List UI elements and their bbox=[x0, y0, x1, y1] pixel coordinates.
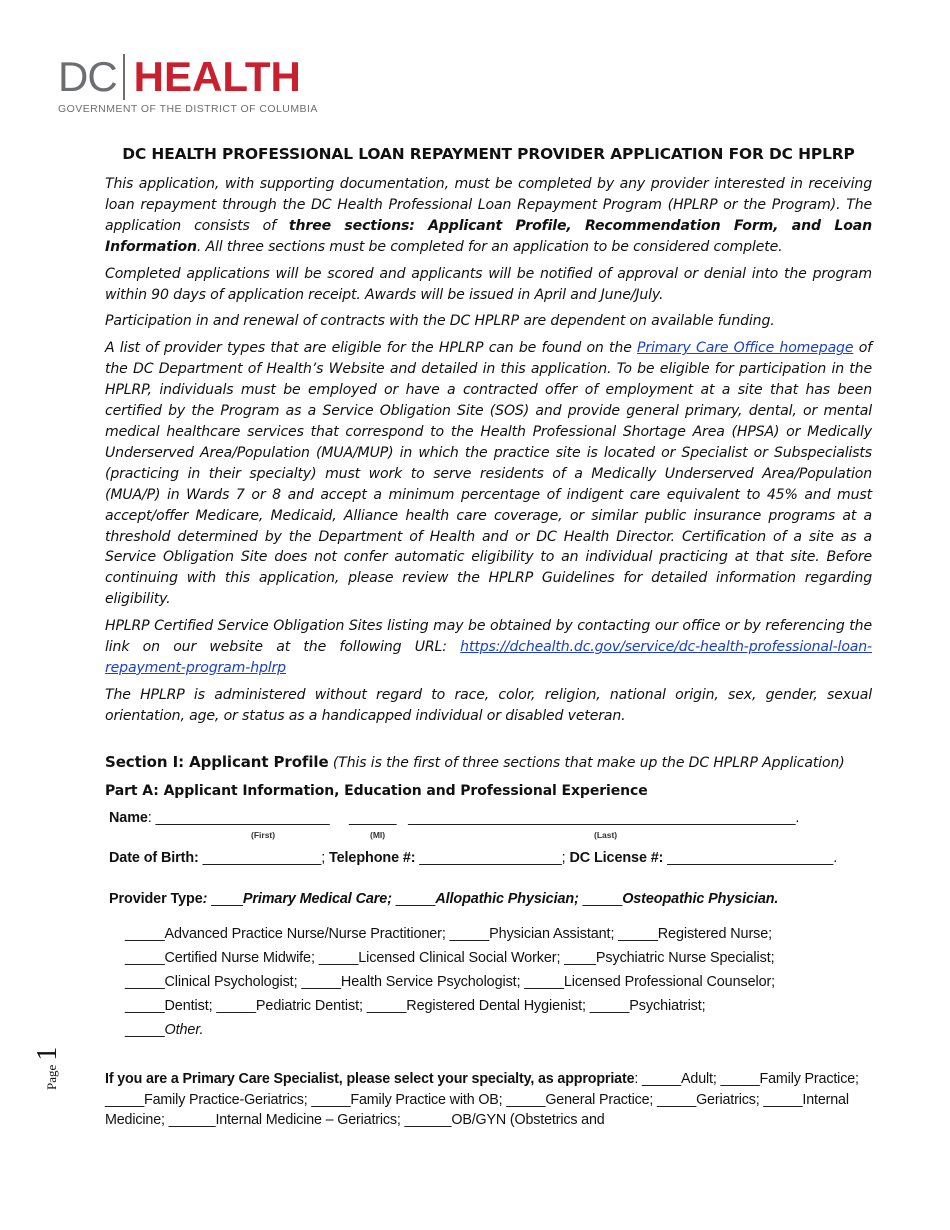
name-gap-1 bbox=[329, 810, 349, 826]
page-word: Page bbox=[44, 1064, 59, 1090]
first-caption: (First) bbox=[251, 830, 276, 840]
middle-initial-blank[interactable]: ______ bbox=[348, 810, 397, 826]
hplrp-url-link[interactable]: https://dchealth.dc.gov/service/dc-health-professional-loan-repayment-program-hplrp bbox=[105, 639, 872, 676]
dob-telephone-license-row bbox=[109, 850, 837, 866]
section-1-note: (This is the first of three sections that make up the DC HPLRP Application) bbox=[328, 754, 845, 771]
page-number bbox=[14, 1030, 63, 1100]
section-1-title: Section I: Applicant Profile bbox=[105, 752, 329, 771]
intro-text-c: . All three sections must be completed for an application to be considered complete. bbox=[196, 238, 783, 255]
provider-type-list bbox=[125, 922, 775, 1042]
name-gap-2 bbox=[396, 810, 408, 826]
document-body bbox=[105, 145, 872, 799]
dob-row-end: . bbox=[833, 850, 838, 866]
provider-type-label: Provider Type bbox=[109, 891, 203, 907]
license-blank[interactable]: _____________________ bbox=[663, 850, 834, 866]
name-colon: : bbox=[147, 810, 156, 826]
provider-type-line-1[interactable]: _____Advanced Practice Nurse/Nurse Practitioner; _____Physician Assistant; _____Registered Nurse; bbox=[125, 926, 773, 942]
part-a-heading: Part A: Applicant Information, Education and Professional Experience bbox=[105, 782, 648, 799]
name-label: Name bbox=[109, 810, 148, 826]
license-label: DC License #: bbox=[569, 850, 664, 866]
logo-dc: DC bbox=[58, 53, 117, 100]
intro-paragraph bbox=[105, 174, 872, 258]
funding-paragraph: Participation in and renewal of contracts with the DC HPLRP are dependent on available funding. bbox=[105, 313, 775, 330]
mi-caption: (MI) bbox=[370, 830, 386, 840]
first-name-blank[interactable]: ______________________ bbox=[155, 810, 330, 826]
allopathic-physician-option: Allopathic Physician; bbox=[435, 891, 579, 907]
dob-sep: ; bbox=[321, 850, 329, 866]
logo-health: HEALTH bbox=[133, 53, 301, 100]
dob-label: Date of Birth: bbox=[109, 850, 199, 866]
provider-type-line-5 bbox=[125, 1018, 775, 1042]
sos-listing-paragraph bbox=[105, 616, 872, 679]
provider-type-line-3[interactable]: _____Clinical Psychologist; _____Health Service Psychologist; _____Licensed Professional Counselor; bbox=[125, 974, 776, 990]
eligibility-paragraph bbox=[105, 338, 872, 610]
intro-text-a: This application, with supporting documentation, must be completed by any provider interested in receiving loan repayment through the DC Health Professional Loan Repayment Program (HPLRP or the Program). The application consists of bbox=[105, 176, 872, 234]
allopathic-blank[interactable]: _____ bbox=[391, 891, 436, 907]
section-1-heading bbox=[105, 753, 872, 771]
osteopathic-physician-option: Osteopathic Physician. bbox=[622, 891, 779, 907]
provider-type-colon: : bbox=[202, 891, 212, 907]
specialty-prompt: If you are a Primary Care Specialist, please select your specialty, as appropriate bbox=[105, 1071, 635, 1087]
primary-care-office-link[interactable]: Primary Care Office homepage bbox=[637, 340, 854, 357]
sos-listing-text: HPLRP Certified Service Obligation Sites listing may be obtained by contacting our office or by referencing the link on our website at the following URL: bbox=[105, 618, 872, 656]
logo-subtitle: GOVERNMENT OF THE DISTRICT OF COLUMBIA bbox=[58, 103, 318, 115]
tel-sep: ; bbox=[561, 850, 570, 866]
osteopathic-blank[interactable]: _____ bbox=[578, 891, 623, 907]
primary-medical-care-blank[interactable]: ____ bbox=[211, 891, 243, 907]
specialty-selection bbox=[105, 1069, 895, 1131]
provider-type-row bbox=[109, 891, 778, 907]
nondiscrimination-paragraph: The HPLRP is administered without regard to race, color, religion, national origin, sex, gender, sexual orientation, age, or status as a handicapped individual or disabled veteran. bbox=[105, 686, 872, 724]
primary-medical-care-option: Primary Medical Care; bbox=[242, 891, 392, 907]
last-caption: (Last) bbox=[594, 830, 618, 840]
last-name-blank[interactable]: _________________________________________________ bbox=[408, 810, 796, 826]
other-option: Other. bbox=[164, 1022, 204, 1038]
scoring-paragraph: Completed applications will be scored and applicants will be notified of approval or denial into the program within 90 days of application receipt. Awards will be issued in April and June/July. bbox=[105, 265, 872, 303]
telephone-blank[interactable]: __________________ bbox=[415, 850, 562, 866]
provider-type-line-4[interactable]: _____Dentist; _____Pediatric Dentist; _____Registered Dental Hygienist; _____Psychiatrist; bbox=[125, 998, 706, 1014]
intro-sections-bold: three sections: Applicant Profile, Recommendation Form, and Loan Information bbox=[105, 217, 872, 255]
dob-blank[interactable]: _______________ bbox=[198, 850, 322, 866]
logo-divider bbox=[123, 54, 125, 100]
eligibility-text-b: of the DC Department of Health’s Website and detailed in this application. To be eligible for participation in the HPLRP, individuals must be employed or have a contracted offer of employment at a site that has been certified by the Program as a Service Obligation Site (SOS) and provide general primary, dental, or mental medical healthcare services that correspond to the Health Professional Shortage Area (HPSA) or Medically Underserved Area/Population (MUA/MUP) in which the practice site is located or Specialist or Subspecialists (practicing in their specialty) must work to serve residents of a Medically Underserved Area/Population (MUA/P) in Wards 7 or 8 and accept a minimum percentage of indigent care equivalent to 45% and must accept/offer Medicare, Medicaid, Alliance health care coverage, or similar public insurance programs at a threshold determined by the Department of Health and or DC Health Director. Certification of a site as a Service Obligation Site does not confer automatic eligibility to an individual practicing at that site. Before continuing with this application, please review the HPLRP Guidelines for detailed information regarding eligibility. bbox=[105, 340, 872, 608]
other-blank[interactable]: _____ bbox=[125, 1022, 165, 1038]
telephone-label: Telephone #: bbox=[329, 850, 416, 866]
name-field-row bbox=[109, 810, 879, 826]
eligibility-text-a: A list of provider types that are eligible for the HPLRP can be found on the bbox=[105, 340, 638, 357]
dc-health-logo bbox=[58, 52, 318, 115]
specialty-options[interactable]: : _____Adult; _____Family Practice; _____Family Practice-Geriatrics; _____Family Practice with OB; _____General Practice; _____Geriatrics; _____Internal Medicine; ______Internal Medicine – Geriatrics; ______OB/GYN (Obstetrics and bbox=[105, 1071, 859, 1129]
page-title: DC HEALTH PROFESSIONAL LOAN REPAYMENT PROVIDER APPLICATION FOR DC HPLRP bbox=[122, 145, 855, 163]
name-end: . bbox=[795, 810, 800, 826]
logo-wordmark bbox=[58, 52, 318, 102]
provider-type-line-2[interactable]: _____Certified Nurse Midwife; _____Licensed Clinical Social Worker; ____Psychiatric Nurse Specialist; bbox=[125, 950, 775, 966]
page-digit: 1 bbox=[32, 1046, 63, 1061]
